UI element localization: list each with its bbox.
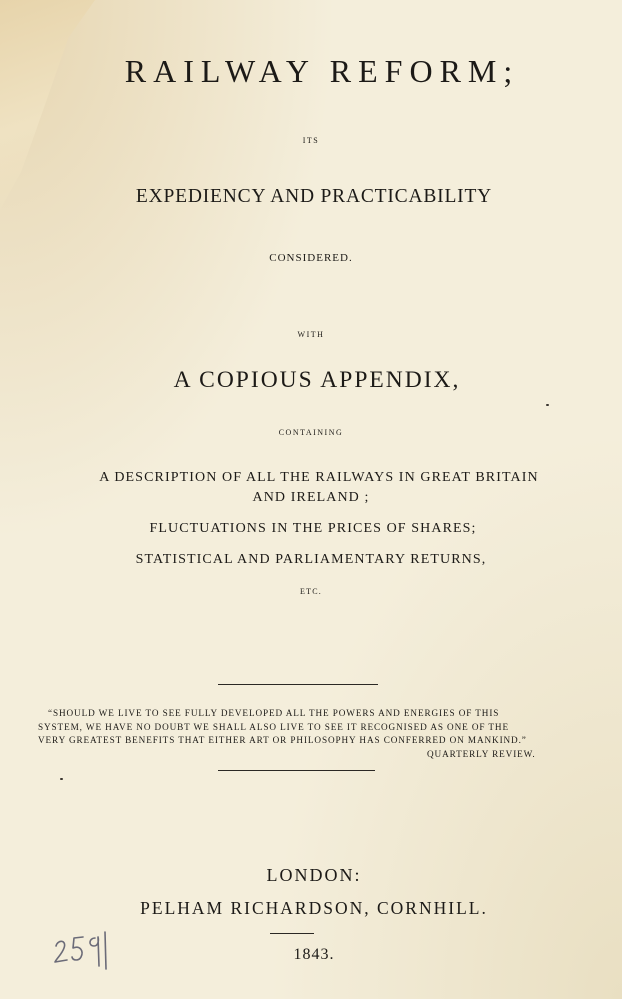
- imprint-place: LONDON:: [266, 865, 362, 885]
- epigraph-source: QUARTERLY REVIEW.: [427, 749, 536, 759]
- epigraph-line: “SHOULD WE LIVE TO SEE FULLY DEVELOPED ALL THE POWERS AND ENERGIES OF THIS: [48, 708, 500, 718]
- subtitle: EXPEDIENCY AND PRACTICABILITY: [135, 186, 493, 207]
- description-line: A DESCRIPTION OF ALL THE RAILWAYS IN GREAT BRITAIN: [99, 470, 539, 485]
- epigraph-line: VERY GREATEST BENEFITS THAT EITHER ART OR PHILOSOPHY HAS CONFERRED ON MANKIND.”: [38, 735, 527, 745]
- description-line: AND IRELAND ;: [252, 490, 370, 505]
- divider-rule: [218, 684, 378, 685]
- appendix-heading: A COPIOUS APPENDIX,: [173, 367, 461, 393]
- main-title: RAILWAY REFORM;: [124, 53, 520, 89]
- with-label: WITH: [297, 330, 325, 339]
- ink-speck: [60, 778, 63, 780]
- imprint-year: 1843.: [293, 946, 335, 963]
- epigraph-line: SYSTEM, WE HAVE NO DOUBT WE SHALL ALSO LIVE TO SEE IT RECOGNISED AS ONE OF THE: [38, 722, 509, 732]
- description-line: STATISTICAL AND PARLIAMENTARY RETURNS,: [135, 552, 487, 567]
- handwritten-note-icon: [52, 924, 116, 972]
- containing-label: CONTAINING: [278, 428, 344, 437]
- divider-rule: [218, 770, 375, 771]
- imprint-publisher: PELHAM RICHARDSON, CORNHILL.: [140, 898, 488, 918]
- its-label: ITS: [302, 136, 320, 145]
- considered-label: CONSIDERED.: [269, 252, 353, 264]
- ink-speck: [546, 404, 549, 406]
- etc-label: ETC.: [300, 587, 322, 596]
- year-rule: [270, 933, 314, 934]
- description-line: FLUCTUATIONS IN THE PRICES OF SHARES;: [149, 521, 477, 536]
- torn-corner: [0, 0, 95, 210]
